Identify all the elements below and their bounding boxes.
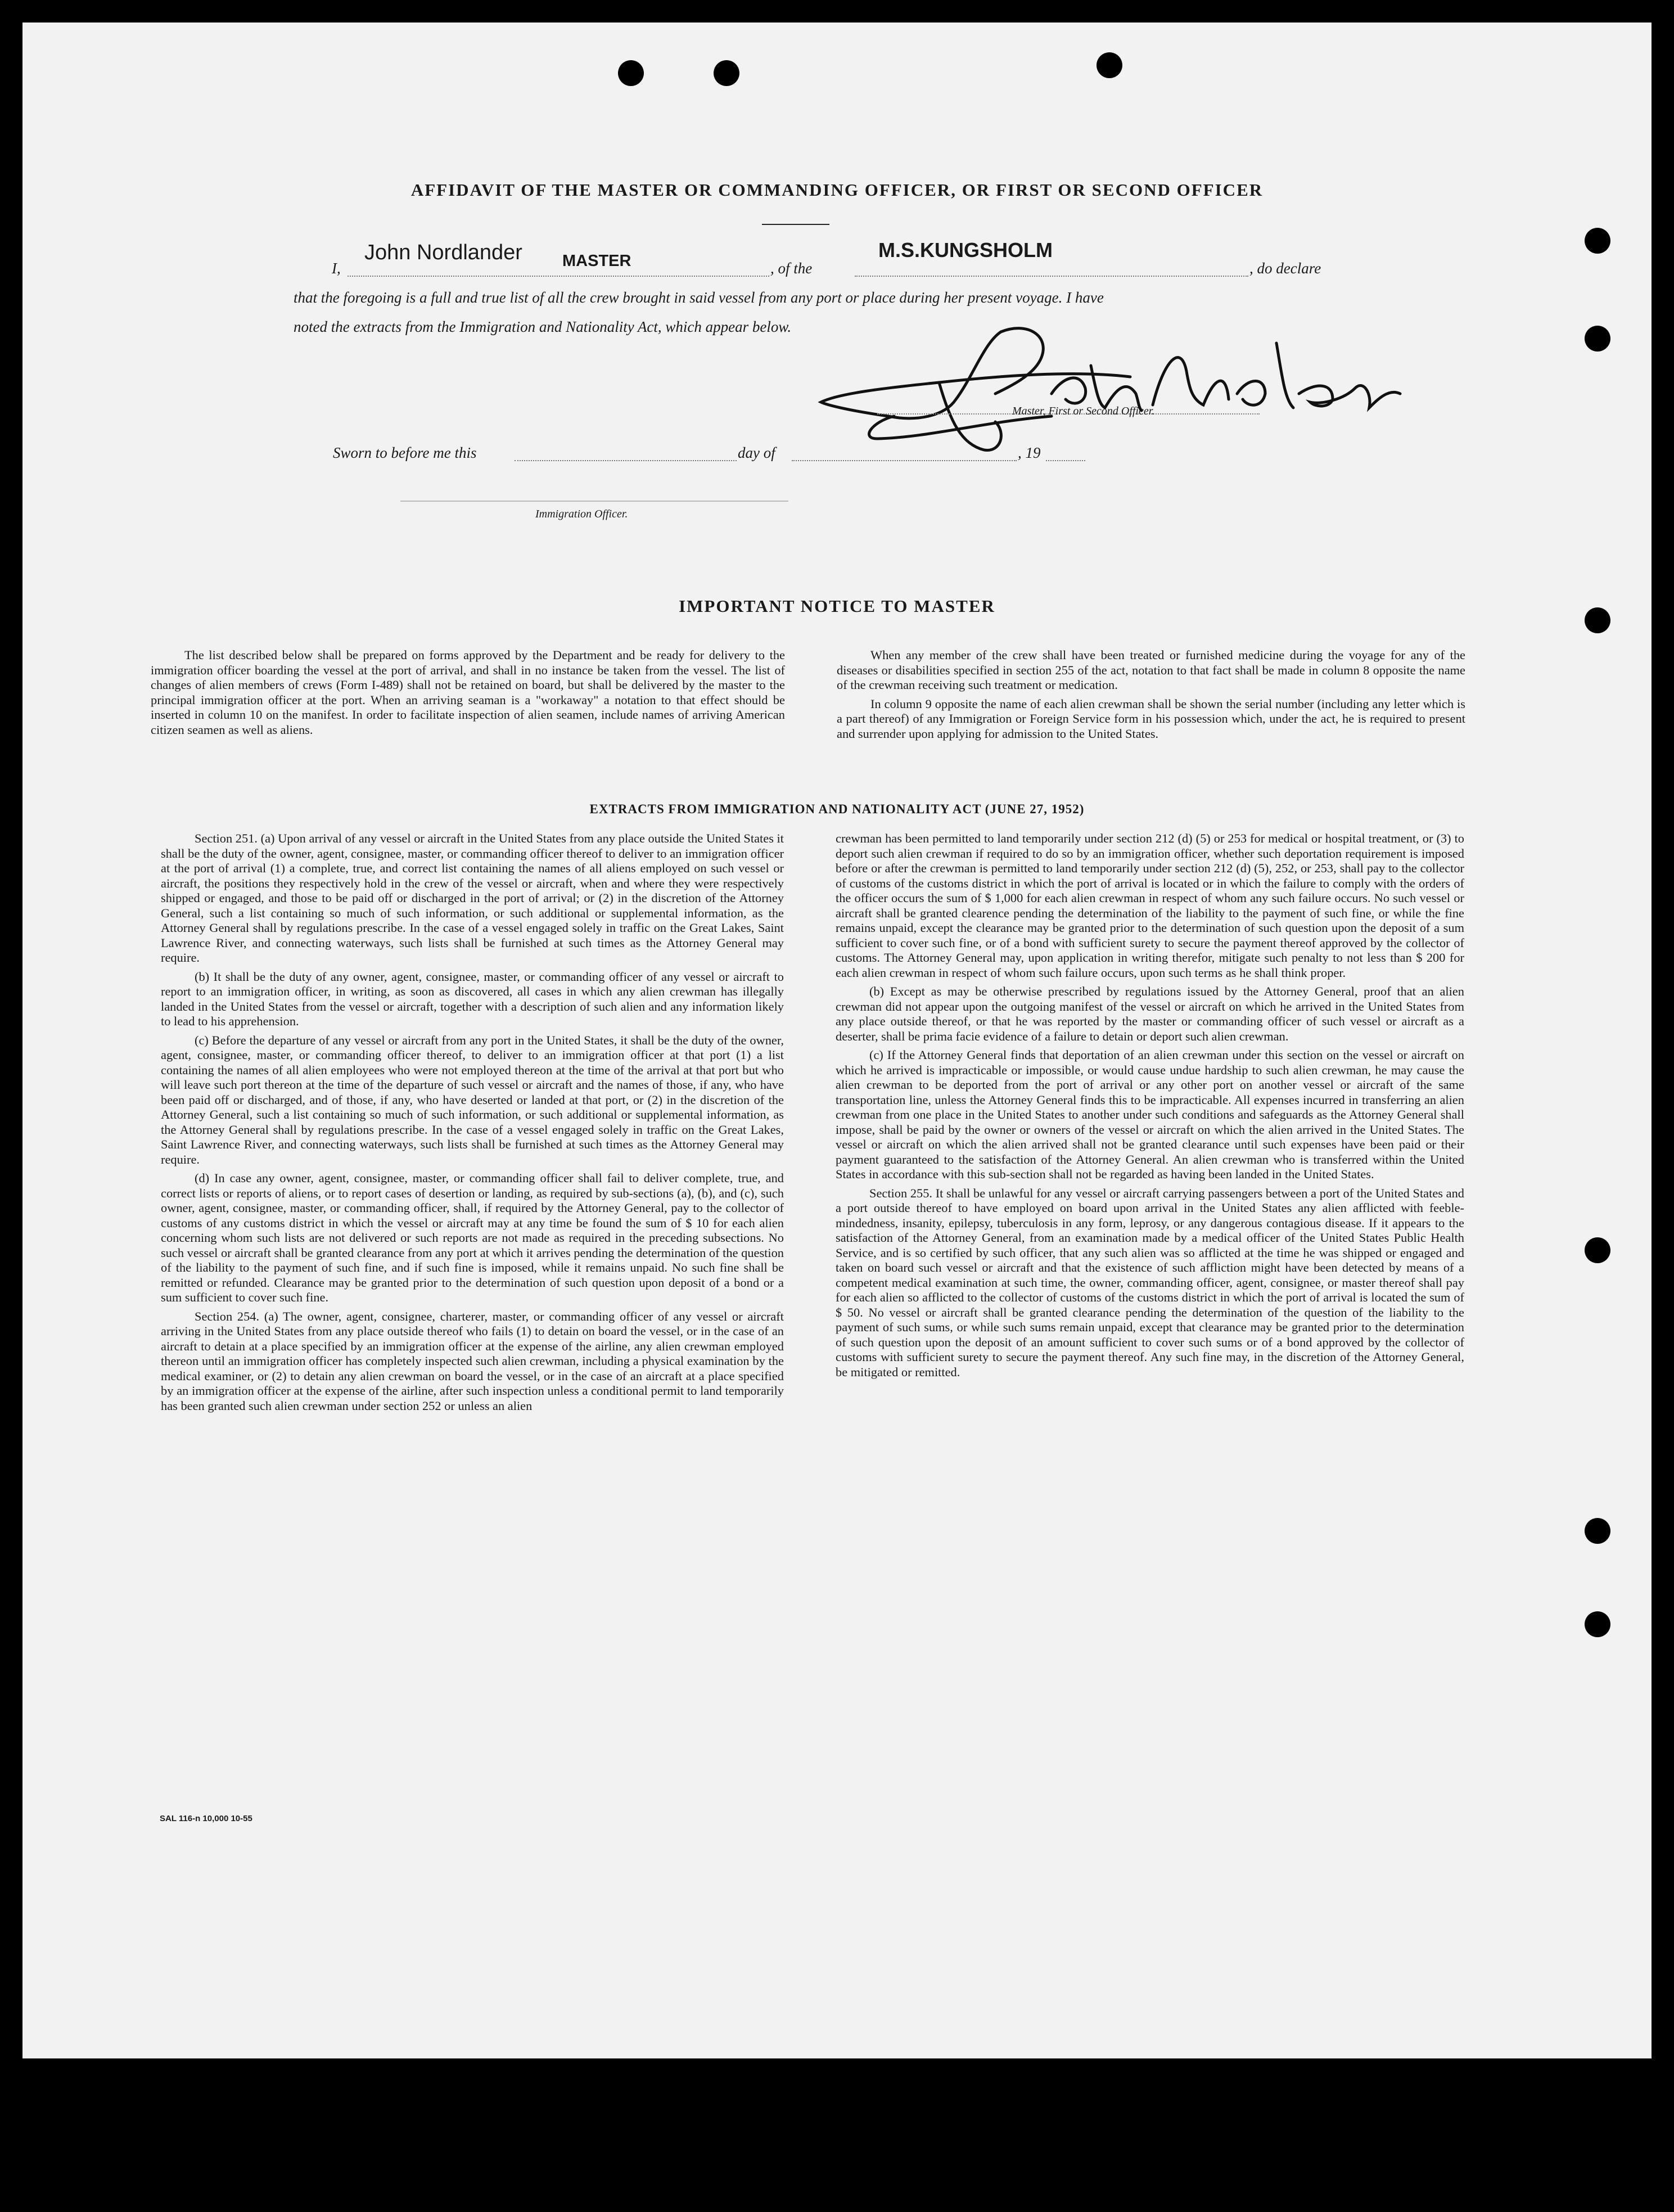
extract-paragraph: (c) Before the departure of any vessel or aircraft from any port in the United States, it shall be the duty of the owner, agent, consignee, master, or commanding officer thereof, to deliver to an immigration officer at that port (1) a list containing the names of all alien employees who were not employed thereon at the time of the arrival at that port but who will leave such port thereon at the time of the departure of such vessel or aircraft and the names of those, if any, who have been paid off or discharged, and of those, if any, who have deserted or landed at that port, or (2) in the discretion of the Attorney General, such a list containing so much of such information, or such additional or supplemental information, as the Attorney General shall by regulations prescribe. In the case of a vessel engaged solely in traffic on the Great Lakes, Saint Lawrence River, and connecting waterways, such lists shall be furnished at such times as the Attorney General may require. [161,1033,784,1166]
officer-signature-line [400,501,788,502]
year-label: , 19 [1018,444,1041,461]
signature-image [815,309,1423,456]
rank-stamp: MASTER [562,252,631,270]
sworn-day-line[interactable] [515,460,737,461]
extract-paragraph: Section 254. (a) The owner, agent, consignee, charterer, master, or commanding officer of any vessel or aircraft arriving in the United States from any place outside thereof who fails (1) to detain on board the vessel, or in the case of an aircraft to detain at a place specified by an immigration officer at the expense of the airline, any alien crewman employed thereon until an immigration officer has completely inspected such alien crewman, including a physical examination by the medical examiner, or (2) to detain any alien crewman on board the vessel, or in the case of an aircraft at a place specified by an immigration officer at the expense of the airline, after such inspection unless a conditional permit to land temporarily has been granted such alien crewman under section 252 or unless an alien [161,1309,784,1413]
extracts-title: EXTRACTS FROM IMMIGRATION AND NATIONALITY ACT (JUNE 27, 1952) [589,802,1085,816]
extract-paragraph: (b) Except as may be otherwise prescribed by regulations issued by the Attorney General, proof that an alien crewman did not appear upon the outgoing manifest of the vessel or aircraft on which he arrived in the United States from any place outside thereof, or that he was reported by the master or commanding officer of such vessel or aircraft as a deserter, shall be prima facie evidence of a failure to detain or deport such alien crewman. [836,984,1464,1043]
declaration-line-2: noted the extracts from the Immigration and Nationality Act, which appear below. [294,318,792,335]
extract-paragraph: Section 251. (a) Upon arrival of any vessel or aircraft in the United States from any place outside the United States it shall be the duty of the owner, agent, consignee, master, or commanding officer thereof to deliver to an immigration officer at the port of arrival (1) a complete, true, and correct list containing the names of all aliens employed on such vessel or aircraft, the positions they respectively hold in the crew of the vessel or aircraft, when and where they were respectively shipped or engaged, and those to be paid off or discharged in the port of arrival; or (2) in the discretion of the Attorney General, such a list containing so much of such information, or such additional or supplemental information, as the Attorney General shall by regulations prescribe. In the case of a vessel engaged solely in traffic on the Great Lakes, Saint Lawrence River, and connecting waterways, such lists shall be furnished at such times as the Attorney General may require. [161,831,784,965]
notice-left-column [151,648,785,737]
extracts-left-column [161,831,784,1413]
signature-caption: Master, First or Second Officer. [1012,405,1155,417]
punch-hole [1585,1518,1610,1544]
punch-hole [714,60,739,86]
extract-paragraph: (b) It shall be the duty of any owner, agent, consignee, master, or commanding officer of any vessel or aircraft to report to an immigration officer, in writing, as soon as discovered, all cases in which any alien crewman has illegally landed in the United States from the vessel or aircraft, together with a description of such alien and any information likely to lead to his apprehension. [161,969,784,1028]
punch-hole [1585,1237,1610,1263]
notice-left-paragraph: The list described below shall be prepared on forms approved by the Department and be ready for delivery to the immigration officer boarding the vessel at the port of arrival, and shall in no instance be taken from the vessel. The list of changes of alien members of crews (Form I-489) shall not be retained on board, but shall be delivered by the master to the principal immigration officer at the port. When an arriving seaman is a "workaway" a notation to that effect should be inserted in column 10 on the manifest. In order to facilitate inspection of alien seamen, include names of arriving American citizen seamen as well as aliens. [151,648,785,737]
master-name-field[interactable]: John Nordlander [364,241,522,264]
i-label: I, [332,260,341,277]
declaration-line-1: that the foregoing is a full and true list of all the crew brought in said vessel from any port or place during her present voyage. I have [294,289,1104,306]
notice-title: IMPORTANT NOTICE TO MASTER [679,596,995,616]
punch-hole [1585,1611,1610,1637]
extract-paragraph: (d) In case any owner, agent, consignee, master, or commanding officer shall fail to deliver complete, true, and correct lists or reports of aliens, or to report cases of desertion or landing, as required by sub-sections (a), (b), and (c), such owner, agent, consignee, master, or commanding officer, shall, if required by the Attorney General, pay to the collector of customs of any customs district in which the vessel or aircraft may at any time be found the sum of $ 10 for each alien concerning whom such lists are not delivered or such reports are not made as required in the preceding subsections. No such vessel or aircraft shall be granted clearance from any port at which it arrives pending the determination of the question of the liability to the payment of such fine, and if such fine is imposed, while it remains unpaid. No such fine shall be remitted or refunded. Clearance may be granted prior to the determination of such question upon deposit of a bond or a sum sufficient to cover such fine. [161,1171,784,1304]
name-line [348,276,769,277]
punch-hole [1585,326,1610,352]
notice-right-paragraph-1: When any member of the crew shall have been treated or furnished medicine during the voyage for any of the diseases or disabilities specified in section 255 of the act, notation to that fact shall be made in column 8 opposite the name of the crewman receiving such treatment or medication. [837,648,1465,692]
of-the-label: , of the [770,260,813,277]
vessel-name-stamp[interactable]: M.S.KUNGSHOLM [878,238,1053,262]
extract-paragraph: (c) If the Attorney General finds that deportation of an alien crewman under this section on the vessel or aircraft on which he arrived is impracticable or impossible, or would cause undue hardship to such alien crewman, he may cause the alien crewman to be deported from the port of arrival or any other port on another vessel or aircraft of the same transportation line, unless the Attorney General finds this to be impracticable. All expenses incurred in transferring an alien crewman from one place in the United States to another under such conditions and safeguards as the Attorney General shall impose, shall be paid by the owner or owners of the vessel or aircraft on which the alien arrived in the United States. The vessel or aircraft on which the alien arrived shall not be granted clearance until such expenses have been paid or their payment guaranteed to the satisfaction of the Attorney General. An alien crewman who is transferred within the United States in accordance with this sub-section shall not be regarded as having been landed in the United States. [836,1048,1464,1181]
extracts-right-column [836,831,1464,1380]
sworn-month-line[interactable] [792,460,1017,461]
extract-paragraph: crewman has been permitted to land temporarily under section 212 (d) (5) or 253 for medical or hospital treatment, or (3) to deport such alien crewman if required to do so by an immigration officer, whether such deportation requirement is imposed before or after the crewman is permitted to land temporarily under section 212 (d) (5), 252, or 253, shall pay to the collector of customs of the customs district in which the port of arrival is located or in which the failure to comply with the orders of the officer occurs the sum of $ 1,000 for each alien crewman in respect of whom any such failure occurs. No such vessel or aircraft shall be granted clearence pending the determination of the liability to the payment of such fine, or while the fine remains unpaid, except the clearance may be granted prior to the determination of such question upon the deposit of a sum sufficient to cover such fine, or of a bond with sufficient surety to secure the payment thereof approved by the collector of customs. The Attorney General may, upon application in writing therefor, mitigate such penalty to not less than $ 200 for each alien crewman in respect of whom such failure occurs, upon such terms as he shall think proper. [836,831,1464,980]
notice-right-column [837,648,1465,741]
extract-paragraph: Section 255. It shall be unlawful for any vessel or aircraft carrying passengers between a port of the United States and a port outside thereof to have employed on board upon arrival in the United States any alien afflicted with feeble-mindedness, insanity, epilepsy, tuberculosis in any form, leprosy, or any dangerous contagious disease. If it appears to the satisfaction of the Attorney General, from an examination made by a medical officer of the United States Public Health Service, and is so certified by such officer, that any such alien was so afflicted at the time he was shipped or engaged and taken on board such vessel or aircraft and that the existence of such affliction might have been detected by means of a competent medical examination at such time, the owner, commanding officer, agent, consignee, or master thereof shall pay for each alien so afflicted to the collector of customs of the customs district in which the port of arrival is located the sum of $ 50. No vessel or aircraft shall be granted clearance pending the determination of the question of the liability to the payment of such sums, or while such sums remain unpaid, except that clearance may be granted prior to the determination of such question upon the deposit of an amount sufficient to cover such sums or of a bond approved by the collector of customs with sufficient surety to secure the payment thereof. Any such fine may, in the discretion of the Attorney General, be mitigated or remitted. [836,1186,1464,1379]
sworn-year-line[interactable] [1046,460,1085,461]
punch-hole [1097,52,1122,78]
officer-caption: Immigration Officer. [535,508,628,520]
day-of-label: day of [738,444,775,461]
punch-hole [618,60,644,86]
notice-right-paragraph-2: In column 9 opposite the name of each alien crewman shall be shown the serial number (including any letter which is a part thereof) of any Immigration or Foreign Service form in his possession which, under the act, he is required to present and surrender upon applying for admission to the United States. [837,696,1465,741]
form-code: SAL 116-n 10,000 10-55 [160,1814,252,1823]
do-declare-label: , do declare [1249,260,1321,277]
sworn-label: Sworn to before me this [333,444,477,461]
affidavit-title: AFFIDAVIT OF THE MASTER OR COMMANDING OFFICER, OR FIRST OR SECOND OFFICER [410,180,1264,200]
punch-hole [1585,228,1610,254]
title-rule [762,224,829,225]
vessel-line [855,276,1248,277]
